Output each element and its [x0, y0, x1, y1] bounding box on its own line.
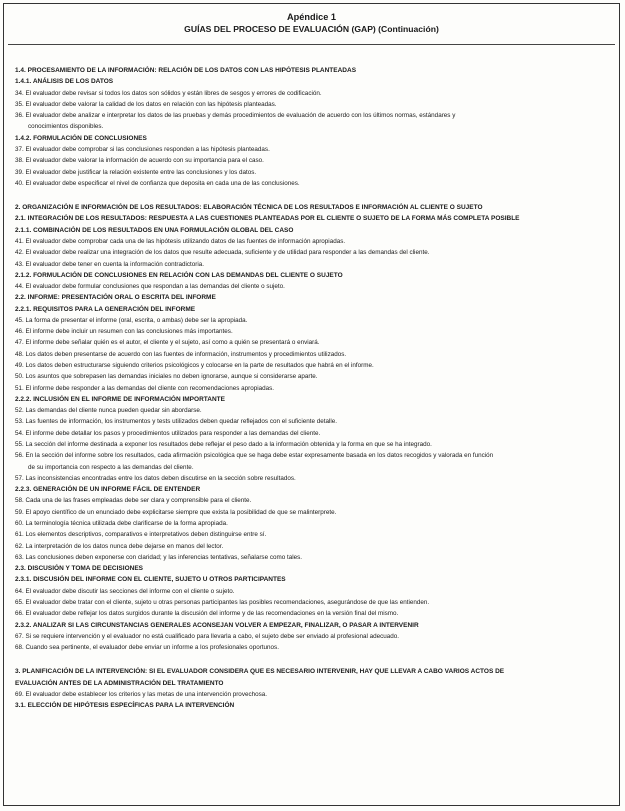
section-heading: 1.4.1. ANÁLISIS DE LOS DATOS — [15, 78, 114, 86]
guideline-item: 45. La forma de presentar el informe (oral, escrita, o ambas) debe ser la apropiada. — [15, 316, 248, 324]
guideline-item: 57. Las inconsistencias encontradas entre los datos deben discutirse en la sección sobre resultados. — [15, 474, 296, 482]
section-heading: 2.2.1. REQUISITOS PARA LA GENERACIÓN DEL INFORME — [15, 305, 196, 313]
guideline-item: 46. El informe debe incluir un resumen con las conclusiones más importantes. — [15, 328, 233, 336]
guideline-item: 63. Las conclusiones deben exponerse con claridad; y las inferencias tentativas, señalarse como tales. — [15, 553, 303, 561]
section-heading: 2.2.2. INCLUSIÓN EN EL INFORME DE INFORMACIÓN IMPORTANTE — [15, 395, 225, 403]
guideline-item: 42. El evaluador debe realizar una integración de los datos que resulte adecuada, suficiente y de utilidad para responder a las demandas del cliente. — [15, 249, 430, 257]
guideline-item: 43. El evaluador debe tener en cuenta la información contradictoria. — [15, 260, 205, 268]
guideline-item: 68. Cuando sea pertinente, el evaluador debe enviar un informe a los profesionales oportunos. — [15, 644, 279, 652]
guideline-item: 54. El informe debe detallar los pasos y procedimientos utilizados para responder a las demandas del cliente. — [15, 429, 321, 437]
guideline-item: 39. El evaluador debe justificar la relación existente entre las conclusiones y los datos. — [15, 168, 257, 176]
section-heading: 2.1. INTEGRACIÓN DE LOS RESULTADOS: RESPUESTA A LAS CUESTIONES PLANTEADAS POR EL CLIENTE O SUJETO DE LA FORMA MÁS COMPLETA POSIBLE — [15, 215, 520, 223]
section-heading: 2.2. INFORME: PRESENTACIÓN ORAL O ESCRITA DEL INFORME — [15, 294, 216, 302]
guideline-item: 36. El evaluador debe analizar e interpretar los datos de las pruebas y demás procedimientos de evaluación de acuerdo con los últimos normas, estándares y — [15, 112, 456, 120]
appendix-title: Apéndice 1 — [286, 12, 336, 22]
section-heading: 1.4. PROCESAMIENTO DE LA INFORMACIÓN: RELACIÓN DE LOS DATOS CON LAS HIPÓTESIS PLANTEADAS — [15, 67, 357, 74]
guideline-item: 66. El evaluador debe reflejar los datos surgidos durante la discusión del informe y de las recomendaciones en la versión final del mismo. — [15, 610, 399, 618]
page-frame — [3, 3, 620, 806]
guideline-item: 49. Los datos deben estructurarse siguiendo criterios psicológicos y colocarse en la parte de resultados que habrá en el informe. — [15, 362, 374, 370]
header-divider — [8, 44, 615, 45]
section-heading: 3. PLANIFICACIÓN DE LA INTERVENCIÓN: SI EL EVALUADOR CONSIDERA QUE ES NECESARIO INTERVENIR, HAY QUE LLEVAR A CABO VARIOS ACTOS DE — [15, 668, 505, 676]
section-heading: 2.3.2. ANALIZAR SI LAS CIRCUNSTANCIAS GENERALES ACONSEJAN VOLVER A EMPEZAR, FINALIZAR, O PASAR A INTERVENIR — [15, 621, 419, 629]
guideline-item: 37. El evaluador debe comprobar si las conclusiones responden a las hipótesis planteadas. — [15, 145, 270, 153]
guideline-item: 58. Cada una de las frases empleadas debe ser clara y comprensible para el cliente. — [15, 497, 252, 505]
guideline-item: 67. Si se requiere intervención y el evaluador no está cualificado para llevarla a cabo, el sujeto debe ser enviado al profesional adecuado. — [15, 632, 400, 640]
guideline-item: 69. El evaluador debe establecer los criterios y las metas de una intervención provechosa. — [15, 690, 268, 698]
section-heading: 2.1.1. COMBINACIÓN DE LOS RESULTADOS EN UNA FORMULACIÓN GLOBAL DEL CASO — [15, 226, 294, 234]
guideline-item: 55. La sección del informe destinada a exponer los resultados debe reflejar el peso dado a la información obtenida y la forma en que se ha integrado. — [15, 441, 432, 448]
guideline-item: 48. Los datos deben presentarse de acuerdo con las fuentes de información, instrumentos y procedimientos utilizados. — [15, 350, 347, 358]
guideline-item: 38. El evaluador debe valorar la información de acuerdo con su importancia para el caso. — [15, 157, 264, 165]
section-heading: 2.1.2. FORMULACIÓN DE CONCLUSIONES EN RELACIÓN CON LAS DEMANDAS DEL CLIENTE O SUJETO — [15, 271, 343, 279]
guideline-item: de su importancia con respecto a las demandas del cliente. — [28, 463, 194, 471]
guideline-item: 59. El apoyo científico de un enunciado debe explicitarse siempre que exista la posibilidad de que se malinterprete. — [15, 508, 337, 516]
guideline-item: 50. Los asuntos que sobrepasen las demandas iniciales no deben ignorarse, aunque si considerarse aparte. — [15, 373, 318, 381]
page-header — [4, 4, 619, 35]
section-heading: 1.4.2. FORMULACIÓN DE CONCLUSIONES — [15, 134, 147, 142]
section-gap — [15, 189, 613, 202]
section-heading: 2.3. DISCUSIÓN Y TOMA DE DECISIONES — [15, 565, 143, 573]
guideline-item: 40. El evaluador debe especificar el nivel de confianza que deposita en cada una de las conclusiones. — [15, 179, 300, 187]
guideline-item: 61. Los elementos descriptivos, comparativos e interpretativos deben distinguirse entre sí. — [15, 531, 267, 539]
guideline-item: 62. La interpretación de los datos nunca debe dejarse en manos del lector. — [15, 542, 224, 550]
guideline-item: 64. El evaluador debe discutir las secciones del informe con el cliente o sujeto. — [15, 587, 235, 595]
section-heading: 2.2.3. GENERACIÓN DE UN INFORME FÁCIL DE ENTENDER — [15, 486, 201, 494]
guideline-item: 52. Las demandas del cliente nunca pueden quedar sin abordarse. — [15, 407, 202, 415]
guideline-item: 65. El evaluador debe tratar con el cliente, sujeto u otras personas participantes las posibles recomendaciones, asegurándose de que las entienden. — [15, 598, 430, 606]
section-heading: 2. ORGANIZACIÓN E INFORMACIÓN DE LOS RESULTADOS: ELABORACIÓN TÉCNICA DE LOS RESULTADOS E INFORMACIÓN AL CLIENTE O SUJETO — [15, 204, 483, 212]
guideline-item: 56. En la sección del informe sobre los resultados, cada afirmación psicológica que se haga debe estar expresamente basada en los datos recogidos y valorada en función — [15, 452, 494, 460]
guideline-item: conocimientos disponibles. — [28, 123, 104, 131]
guideline-item: 44. El evaluador debe formular conclusiones que respondan a las demandas del cliente o sujeto. — [15, 283, 285, 291]
guideline-item: 47. El informe debe señalar quién es el autor, el cliente y el sujeto, así como a quién se presentará o enviará. — [15, 339, 320, 347]
section-heading: EVALUACIÓN ANTES DE LA ADMINISTRACIÓN DEL TRATAMIENTO — [15, 679, 224, 687]
guideline-item: 53. Las fuentes de información, los instrumentos y tests utilizados deben quedar reflejados con el suficiente detalle. — [15, 418, 338, 426]
guideline-item: 51. El informe debe responder a las demandas del cliente con recomendaciones apropiadas. — [15, 384, 275, 392]
guideline-item: 34. El evaluador debe revisar si todos los datos son sólidos y están libres de sesgos y errores de codificación. — [15, 89, 322, 97]
guidelines-list — [15, 65, 613, 711]
section-heading: 3.1. ELECCIÓN DE HIPÓTESIS ESPECÍFICAS PARA LA INTERVENCIÓN — [15, 702, 235, 710]
guideline-item: 60. La terminología técnica utilizada debe clarificarse de la forma apropiada. — [15, 519, 228, 527]
appendix-subtitle: GUÍAS DEL PROCESO DE EVALUACIÓN (GAP) (Continuación) — [184, 24, 439, 34]
guideline-item: 41. El evaluador debe comprobar cada una de las hipótesis utilizando datos de las fuentes de información apropiadas. — [15, 237, 346, 245]
guideline-item: 35. El evaluador debe valorar la calidad de los datos en relación con las hipótesis planteadas. — [15, 100, 277, 108]
section-heading: 2.3.1. DISCUSIÓN DEL INFORME CON EL CLIENTE, SUJETO U OTROS PARTICIPANTES — [15, 576, 286, 584]
section-gap — [15, 653, 613, 666]
